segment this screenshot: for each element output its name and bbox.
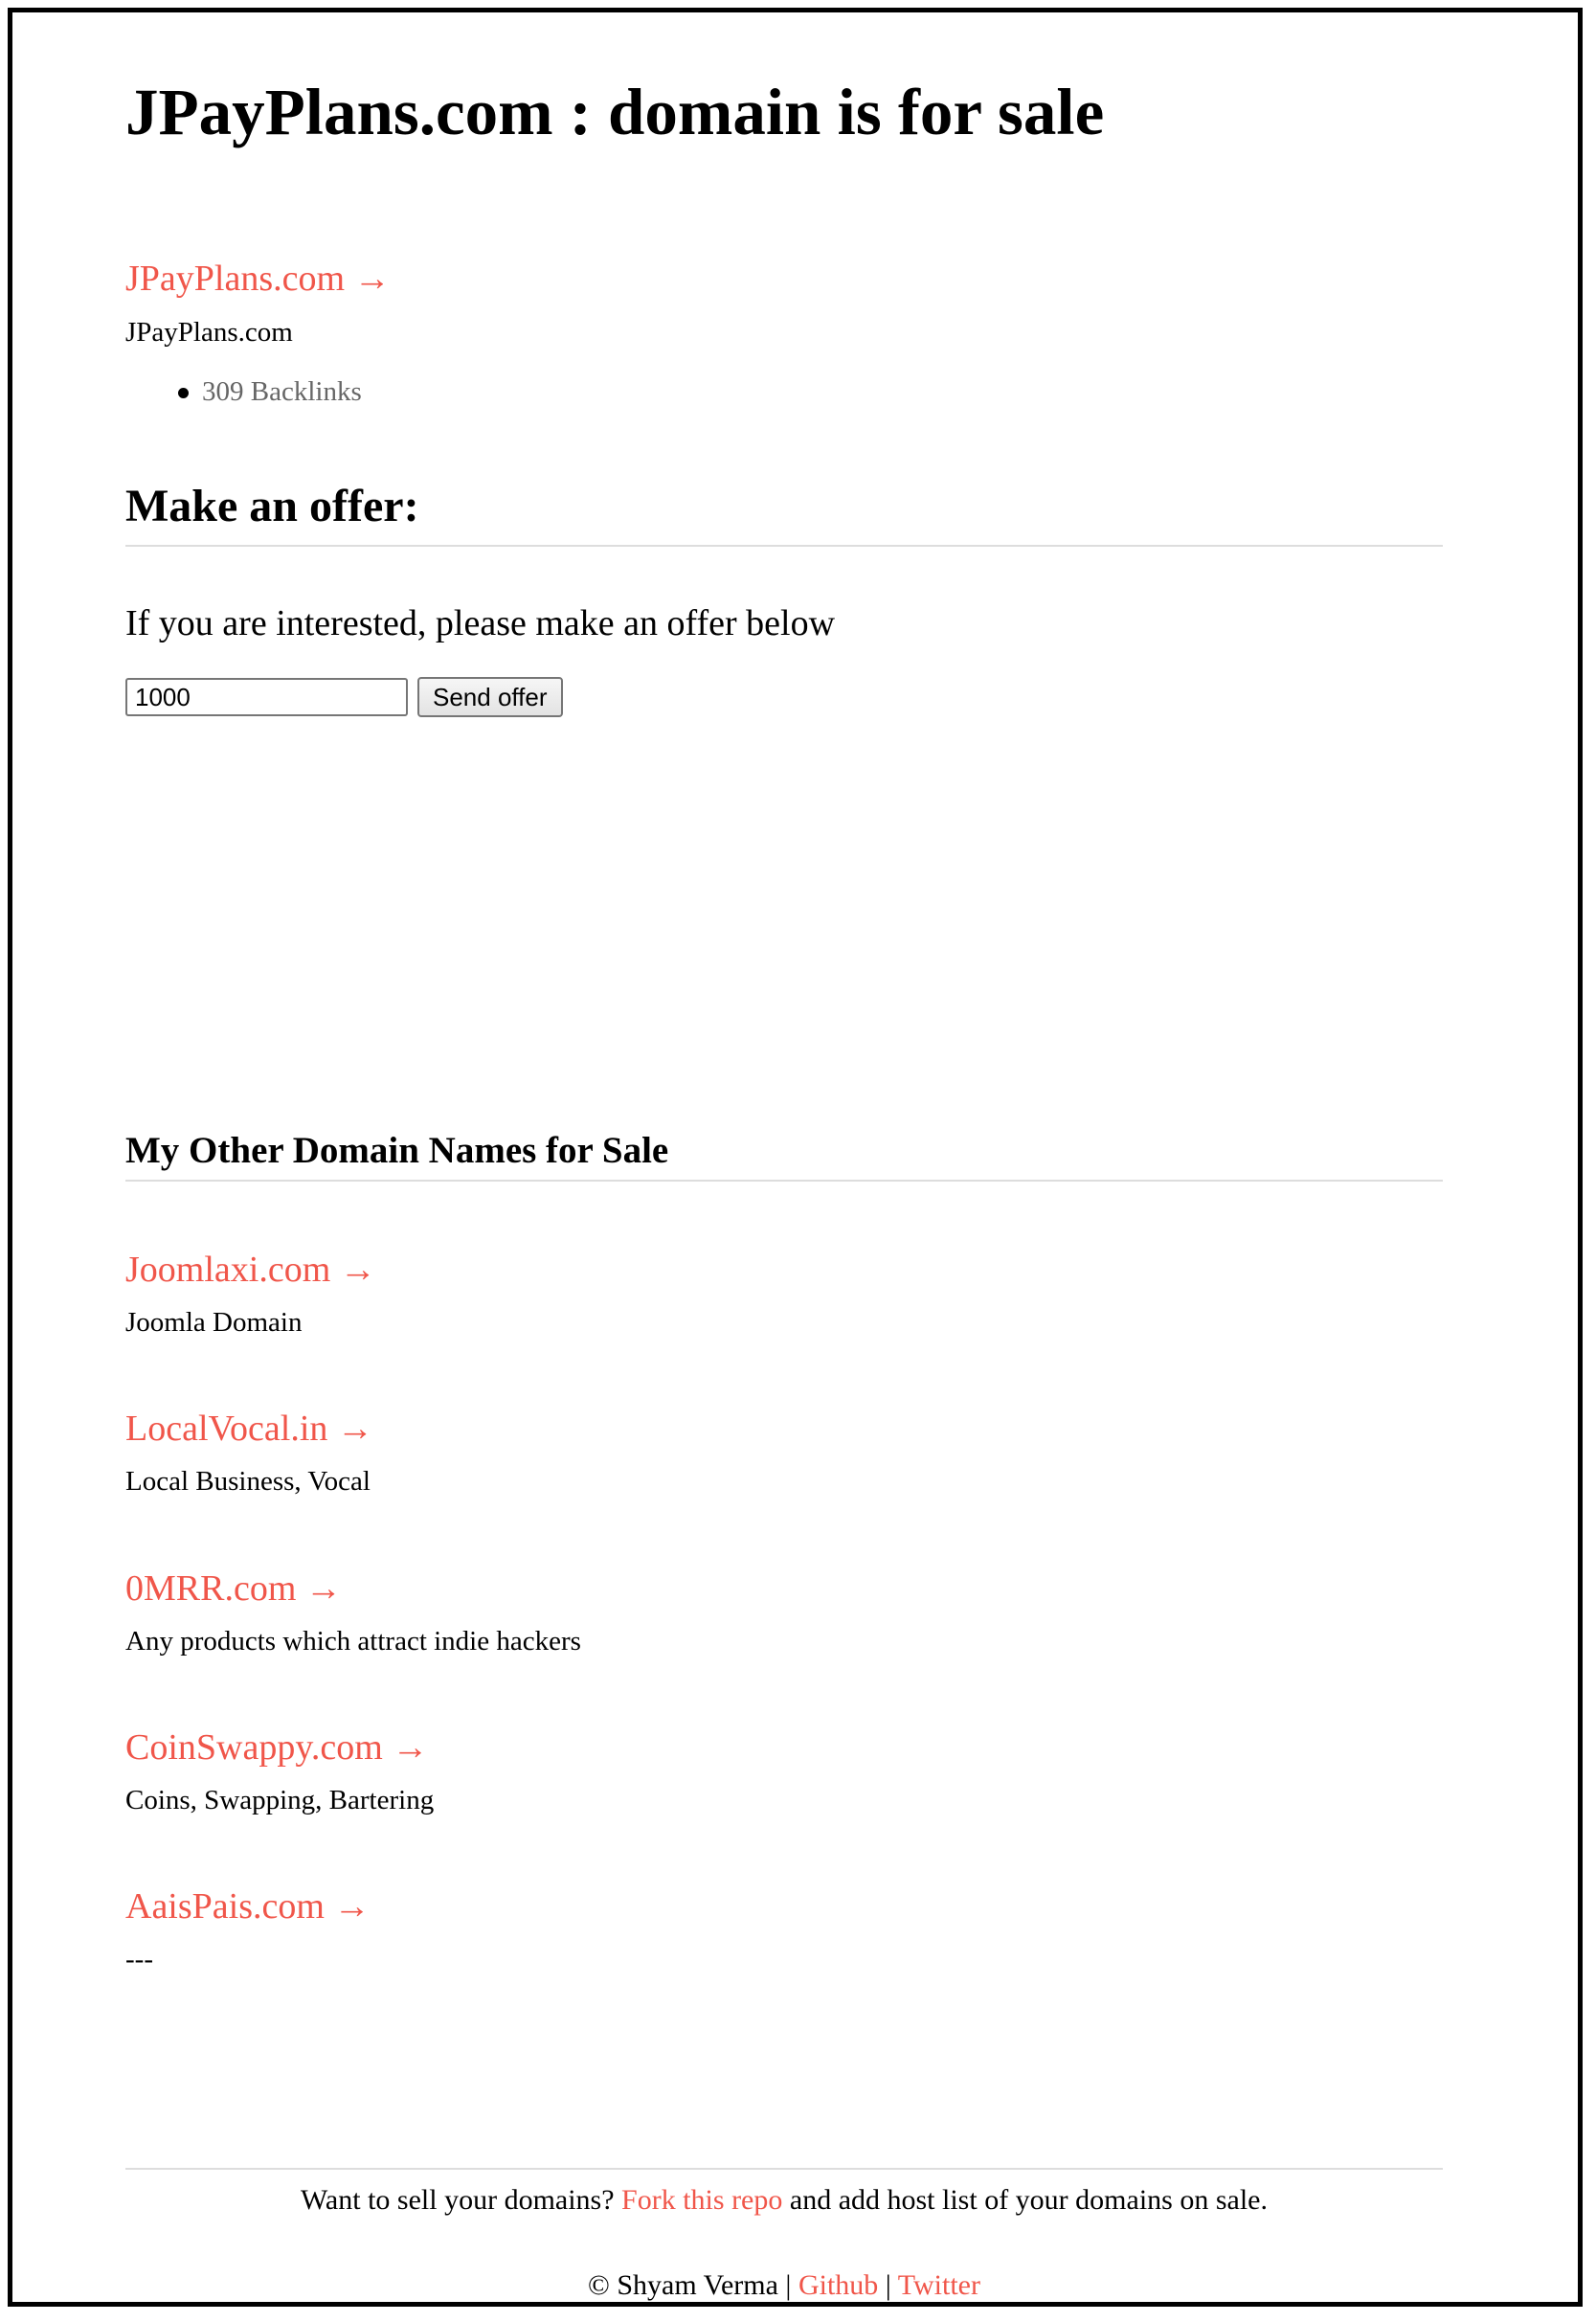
offer-form [125,677,563,717]
arrow-right-icon: → [304,1568,342,1609]
send-offer-button[interactable]: Send offer [417,677,563,717]
page-title: JPayPlans.com : domain is for sale [125,76,1105,148]
list-item [125,378,362,406]
domain-stats-list [125,378,362,406]
arrow-right-icon: → [392,1727,429,1768]
other-domain-link-coinswappy[interactable] [125,1729,428,1766]
footer-credits [125,2271,1443,2300]
footer-separator: | [878,2269,898,2301]
backlinks-stat: 309 Backlinks [202,376,362,407]
bullet-icon [178,388,189,398]
other-domain-name: LocalVocal.in [125,1409,328,1449]
divider [125,545,1443,547]
other-domain-name: AaisPais.com [125,1886,325,1927]
other-domain-description: Any products which attract indie hackers [125,1626,581,1657]
other-domain-link-joomlaxi[interactable] [125,1251,376,1288]
twitter-link[interactable]: Twitter [897,2269,980,2301]
other-domain-link-0mrr[interactable] [125,1570,342,1607]
footer-separator: | [777,2269,798,2301]
offer-heading: Make an offer: [125,481,419,531]
fork-repo-link[interactable]: Fork this repo [621,2184,783,2216]
domain-description: JPayPlans.com [125,317,293,348]
other-domain-description: --- [125,1944,153,1974]
footer-divider [125,2168,1443,2170]
offer-intro-text: If you are interested, please make an offer below [125,603,836,643]
arrow-right-icon: → [333,1886,371,1927]
footer-sell-suffix: and add host list of your domains on sale. [782,2184,1268,2216]
github-link[interactable]: Github [798,2269,879,2301]
arrow-right-icon: → [336,1409,373,1449]
other-domain-name: CoinSwappy.com [125,1727,383,1768]
other-domain-link-localvocal[interactable] [125,1410,373,1447]
page-frame [8,8,1583,2307]
arrow-right-icon: → [353,259,391,299]
footer-sell-prefix: Want to sell your domains? [301,2184,622,2216]
other-domains-heading: My Other Domain Names for Sale [125,1130,669,1171]
footer-sell-line [125,2186,1443,2215]
domain-link-label: JPayPlans.com [125,259,346,299]
other-domain-name: 0MRR.com [125,1568,297,1609]
divider [125,1180,1443,1182]
other-domain-description: Local Business, Vocal [125,1466,371,1497]
other-domain-description: Joomla Domain [125,1307,303,1338]
domain-link[interactable] [125,260,391,297]
other-domain-name: Joomlaxi.com [125,1250,331,1290]
other-domain-link-aaispais[interactable] [125,1888,370,1925]
other-domain-description: Coins, Swapping, Bartering [125,1785,435,1815]
copyright-text: © Shyam Verma [588,2269,778,2301]
arrow-right-icon: → [339,1250,376,1290]
offer-amount-input[interactable] [125,678,408,716]
